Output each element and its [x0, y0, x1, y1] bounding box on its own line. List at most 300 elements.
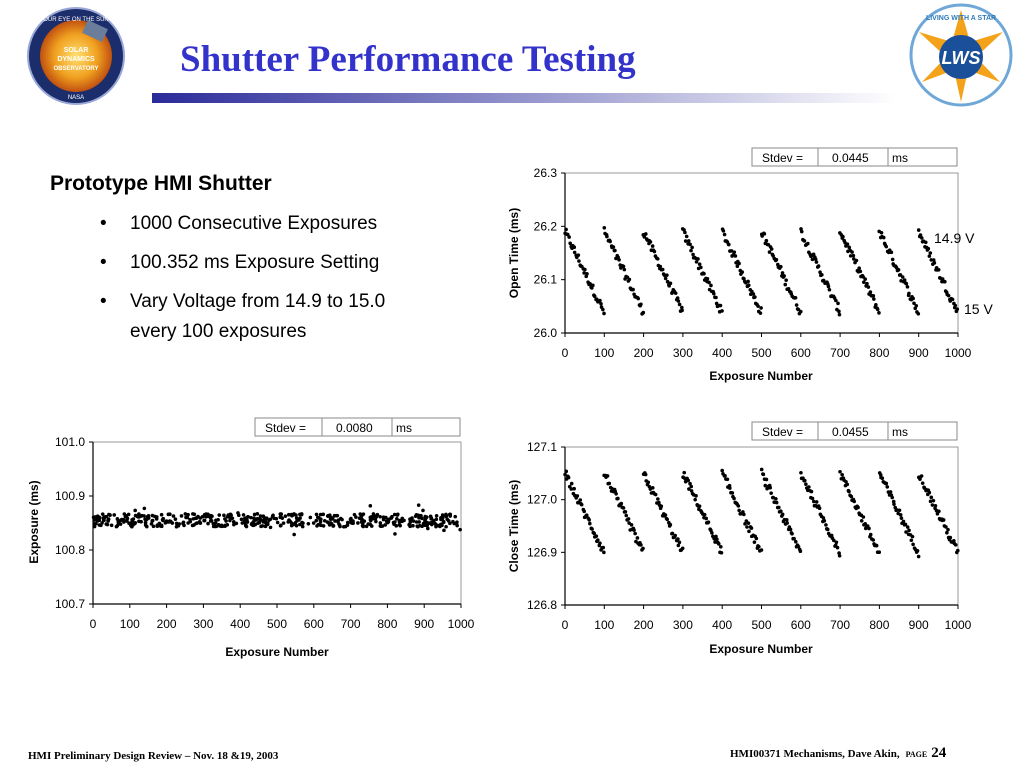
data-point: [623, 268, 627, 272]
data-point: [927, 247, 931, 251]
data-point: [110, 523, 114, 527]
data-point: [689, 485, 693, 489]
data-point: [651, 244, 655, 248]
data-point: [841, 235, 845, 239]
data-point: [891, 258, 895, 262]
data-point: [759, 311, 763, 315]
data-point: [953, 304, 957, 308]
svg-text:DYNAMICS: DYNAMICS: [57, 56, 95, 63]
page-number: 24: [931, 745, 947, 761]
x-tick-label: 100: [594, 346, 615, 360]
data-point: [685, 235, 689, 239]
data-point: [378, 515, 382, 519]
data-point: [127, 513, 131, 517]
data-point: [199, 521, 203, 525]
data-point: [616, 497, 620, 501]
data-point: [728, 486, 732, 490]
data-point: [942, 518, 946, 522]
data-point: [292, 533, 296, 537]
data-point: [382, 518, 386, 522]
data-point: [319, 524, 323, 528]
data-point: [785, 518, 789, 522]
data-point: [438, 525, 442, 529]
data-point: [131, 523, 135, 527]
data-point: [372, 512, 376, 516]
data-point: [358, 512, 362, 516]
data-point: [242, 513, 246, 517]
y-tick-label: 101.0: [54, 435, 85, 449]
data-point: [698, 504, 702, 508]
data-point: [426, 527, 430, 531]
data-point: [92, 522, 96, 526]
y-tick-label: 26.1: [533, 272, 557, 287]
data-point: [690, 246, 694, 250]
data-point: [633, 532, 637, 536]
lws-logo: [908, 2, 1014, 108]
x-tick-label: 200: [156, 617, 177, 631]
data-point: [898, 508, 902, 512]
data-point: [847, 490, 851, 494]
data-point: [806, 242, 810, 246]
data-point: [383, 523, 387, 527]
data-point: [929, 251, 933, 255]
y-tick-label: 127.0: [526, 492, 557, 507]
data-point: [869, 290, 873, 294]
data-point: [907, 292, 911, 296]
data-point: [727, 243, 731, 247]
section-subtitle: Prototype HMI Shutter: [50, 172, 272, 195]
data-point: [932, 499, 936, 503]
slide-title: Shutter Performance Testing: [180, 39, 636, 80]
data-point: [928, 254, 932, 258]
stdev-label: Stdev =: [762, 425, 804, 439]
data-point: [699, 266, 703, 270]
data-point: [261, 524, 265, 528]
data-point: [259, 514, 263, 518]
data-point: [393, 532, 397, 536]
data-point: [669, 523, 673, 527]
data-point: [779, 265, 783, 269]
data-point: [137, 512, 141, 516]
data-point: [632, 528, 636, 532]
data-point: [665, 273, 669, 277]
x-tick-label: 100: [119, 617, 140, 631]
stdev-value: 0.0080: [336, 421, 373, 435]
data-point: [385, 519, 389, 523]
data-point: [339, 517, 343, 521]
data-point: [605, 235, 609, 239]
data-point: [458, 528, 462, 532]
data-point: [175, 522, 179, 526]
x-tick-labels: [562, 346, 972, 360]
data-point: [186, 513, 190, 517]
data-point: [572, 487, 576, 491]
data-point: [119, 522, 123, 526]
x-tick-label: 0: [561, 618, 569, 632]
data-point: [747, 530, 751, 534]
data-point: [622, 265, 626, 269]
data-point: [755, 537, 759, 541]
data-point: [284, 514, 288, 518]
page-label: PAGE: [905, 750, 928, 759]
data-point: [415, 520, 419, 524]
data-point: [421, 509, 425, 513]
data-point: [237, 513, 241, 517]
data-point: [641, 547, 645, 551]
x-tick-label: 700: [830, 618, 851, 632]
data-point: [664, 277, 668, 281]
data-point: [598, 541, 602, 545]
data-point: [108, 513, 112, 517]
data-point: [742, 513, 746, 517]
x-tick-label: 700: [830, 346, 851, 360]
data-point: [588, 522, 592, 526]
data-point: [737, 509, 741, 513]
data-point: [746, 280, 750, 284]
data-point: [726, 478, 730, 482]
data-point: [765, 239, 769, 243]
data-point: [871, 538, 875, 542]
data-point: [781, 513, 785, 517]
data-point: [905, 282, 909, 286]
data-point: [617, 258, 621, 262]
data-point: [564, 228, 568, 232]
data-point: [859, 270, 863, 274]
stdev-box: [752, 422, 957, 440]
data-point: [414, 514, 418, 518]
data-point: [803, 239, 807, 243]
data-point: [447, 519, 451, 523]
data-point: [365, 525, 369, 529]
data-point: [826, 528, 830, 532]
stdev-label: Stdev =: [265, 421, 307, 435]
y-tick-label: 26.0: [533, 326, 557, 340]
data-point: [619, 502, 623, 506]
data-point: [869, 533, 873, 537]
x-tick-label: 400: [712, 346, 733, 360]
annotation-14-9v: 14.9 V: [934, 230, 975, 246]
data-point: [369, 518, 373, 522]
data-point: [911, 535, 915, 539]
y-tick-label: 126.9: [526, 545, 557, 560]
data-point: [398, 519, 402, 523]
data-point: [590, 527, 594, 531]
stdev-unit: ms: [892, 151, 908, 165]
data-point: [309, 516, 313, 520]
data-point: [321, 513, 325, 517]
data-point: [921, 481, 925, 485]
data-point: [682, 471, 686, 475]
data-point: [712, 292, 716, 296]
x-tick-label: 800: [869, 346, 890, 360]
data-point: [865, 282, 869, 286]
data-point: [112, 513, 116, 517]
x-tick-label: 1000: [447, 617, 475, 631]
data-point: [599, 302, 603, 306]
data-point: [147, 514, 151, 518]
data-point: [804, 482, 808, 486]
data-point: [687, 239, 691, 243]
data-point: [614, 492, 618, 496]
data-point: [649, 240, 653, 244]
data-point: [867, 285, 871, 289]
data-point: [836, 302, 840, 306]
data-point: [838, 470, 842, 474]
data-point: [435, 518, 439, 522]
data-point: [799, 310, 803, 314]
data-point: [924, 241, 928, 245]
data-point: [889, 490, 893, 494]
data-point: [760, 468, 764, 472]
data-point: [715, 537, 719, 541]
x-tick-label: 1000: [944, 346, 972, 360]
data-point: [612, 245, 616, 249]
data-point: [723, 233, 727, 237]
data-point: [602, 312, 606, 316]
data-point: [834, 299, 838, 303]
data-point: [333, 514, 337, 518]
data-point: [602, 226, 606, 230]
data-point: [192, 517, 196, 521]
stdev-unit: ms: [892, 425, 908, 439]
data-point: [253, 518, 257, 522]
data-point: [946, 528, 950, 532]
stdev-box: [255, 418, 460, 436]
data-point: [706, 277, 710, 281]
data-point: [683, 231, 687, 235]
data-point: [607, 482, 611, 486]
data-point: [430, 523, 434, 527]
data-point: [661, 268, 665, 272]
data-point: [863, 277, 867, 281]
data-point: [779, 509, 783, 513]
data-point: [794, 540, 798, 544]
x-tick-label: 300: [672, 618, 693, 632]
x-axis-label: Exposure Number: [225, 645, 329, 659]
data-point: [694, 494, 698, 498]
data-point: [722, 229, 726, 233]
data-point: [818, 506, 822, 510]
data-point: [342, 525, 346, 529]
x-tick-label: 500: [266, 617, 288, 631]
data-point: [356, 521, 360, 525]
x-tick-labels: [90, 617, 475, 631]
data-point: [937, 268, 941, 272]
data-point: [693, 498, 697, 502]
data-point: [328, 513, 332, 517]
data-point: [665, 518, 669, 522]
x-tick-label: 900: [414, 617, 435, 631]
data-point: [572, 245, 576, 249]
data-point: [747, 521, 751, 525]
data-point: [777, 506, 781, 510]
data-point: [877, 550, 881, 554]
data-point: [664, 513, 668, 517]
data-point: [838, 313, 842, 317]
data-point: [885, 482, 889, 486]
data-point: [717, 542, 721, 546]
data-point: [641, 311, 645, 315]
data-point: [906, 525, 910, 529]
data-point: [171, 521, 175, 525]
data-point: [676, 296, 680, 300]
data-point: [899, 513, 903, 517]
data-point: [678, 541, 682, 545]
data-point: [243, 517, 247, 521]
data-point: [307, 522, 311, 526]
data-point: [856, 506, 860, 510]
data-point: [920, 474, 924, 478]
data-point: [601, 308, 605, 312]
data-point: [103, 516, 107, 520]
data-point: [916, 549, 920, 553]
data-point: [876, 308, 880, 312]
data-point: [911, 543, 915, 547]
data-point: [639, 302, 643, 306]
data-point: [193, 512, 197, 516]
open-time-chart: [496, 140, 1006, 395]
data-point: [434, 525, 438, 529]
data-point: [191, 524, 195, 528]
data-point: [890, 251, 894, 255]
data-point: [933, 261, 937, 265]
data-point: [753, 295, 757, 299]
data-point: [877, 311, 881, 315]
data-point: [934, 504, 938, 508]
data-point: [677, 544, 681, 548]
data-point: [803, 479, 807, 483]
data-point: [811, 497, 815, 501]
x-tick-label: 400: [230, 617, 251, 631]
data-point: [890, 496, 894, 500]
data-point: [596, 538, 600, 542]
svg-text:LWS: LWS: [941, 48, 981, 68]
data-point: [160, 513, 164, 517]
data-point: [262, 520, 266, 524]
data-point: [627, 517, 631, 521]
data-point: [916, 312, 920, 316]
data-point: [202, 519, 206, 523]
data-point: [245, 525, 249, 529]
data-point: [282, 521, 286, 525]
data-point: [900, 516, 904, 520]
data-point: [220, 523, 224, 527]
data-point: [161, 518, 165, 522]
data-point: [624, 514, 628, 518]
data-point: [656, 257, 660, 261]
data-point: [116, 517, 120, 521]
data-point: [750, 526, 754, 530]
data-point: [680, 309, 684, 313]
data-point: [101, 512, 105, 516]
data-point: [931, 503, 935, 507]
data-point: [702, 272, 706, 276]
y-tick-label: 26.3: [533, 166, 557, 180]
data-point: [783, 283, 787, 287]
data-point: [360, 518, 364, 522]
x-tick-label: 600: [303, 617, 324, 631]
svg-text:NASA: NASA: [67, 95, 85, 101]
y-tick-labels: [534, 166, 558, 340]
data-point: [582, 510, 586, 514]
data-point: [217, 513, 221, 517]
data-point: [920, 236, 924, 240]
data-point: [232, 523, 236, 527]
data-point: [917, 555, 921, 559]
data-point: [951, 298, 955, 302]
data-point: [274, 517, 278, 521]
x-axis-label: Exposure Number: [709, 642, 813, 656]
data-point: [914, 304, 918, 308]
data-point: [276, 521, 280, 525]
data-point: [298, 523, 302, 527]
data-point: [398, 524, 402, 528]
data-point: [651, 486, 655, 490]
data-point: [885, 485, 889, 489]
data-point: [703, 513, 707, 517]
data-point: [782, 274, 786, 278]
data-point: [253, 513, 257, 517]
data-point: [174, 517, 178, 521]
data-point: [820, 273, 824, 277]
data-point: [587, 518, 591, 522]
svg-text:OBSERVATORY: OBSERVATORY: [53, 66, 99, 72]
data-point: [229, 512, 233, 516]
data-point: [583, 268, 587, 272]
data-point: [338, 524, 342, 528]
data-point: [585, 272, 589, 276]
data-point: [209, 516, 213, 520]
data-point: [823, 519, 827, 523]
data-point: [601, 546, 605, 550]
stdev-label: Stdev =: [762, 151, 804, 165]
svg-text:SOLAR: SOLAR: [63, 47, 89, 54]
data-point: [206, 513, 210, 517]
data-point: [622, 506, 626, 510]
x-tick-label: 200: [633, 346, 654, 360]
data-point: [222, 513, 226, 517]
data-point: [917, 228, 921, 232]
data-point: [902, 520, 906, 524]
data-point: [182, 520, 186, 524]
data-point: [281, 516, 285, 520]
data-point: [737, 262, 741, 266]
data-point: [455, 524, 459, 528]
data-point: [157, 524, 161, 528]
data-point: [720, 469, 724, 473]
data-point: [785, 521, 789, 525]
data-point: [656, 497, 660, 501]
data-point: [441, 514, 445, 518]
data-point: [290, 513, 294, 517]
data-point: [681, 547, 685, 551]
data-point: [784, 278, 788, 282]
data-point: [151, 519, 155, 523]
data-point: [794, 296, 798, 300]
data-point: [444, 525, 448, 529]
data-point: [624, 510, 628, 514]
data-point: [379, 521, 383, 525]
data-point: [224, 524, 228, 528]
data-point: [448, 514, 452, 518]
data-point: [800, 230, 804, 234]
data-point: [882, 236, 886, 240]
data-point: [906, 285, 910, 289]
data-point: [852, 254, 856, 258]
data-point: [258, 521, 262, 525]
data-point: [807, 485, 811, 489]
y-tick-label: 127.1: [526, 440, 557, 454]
